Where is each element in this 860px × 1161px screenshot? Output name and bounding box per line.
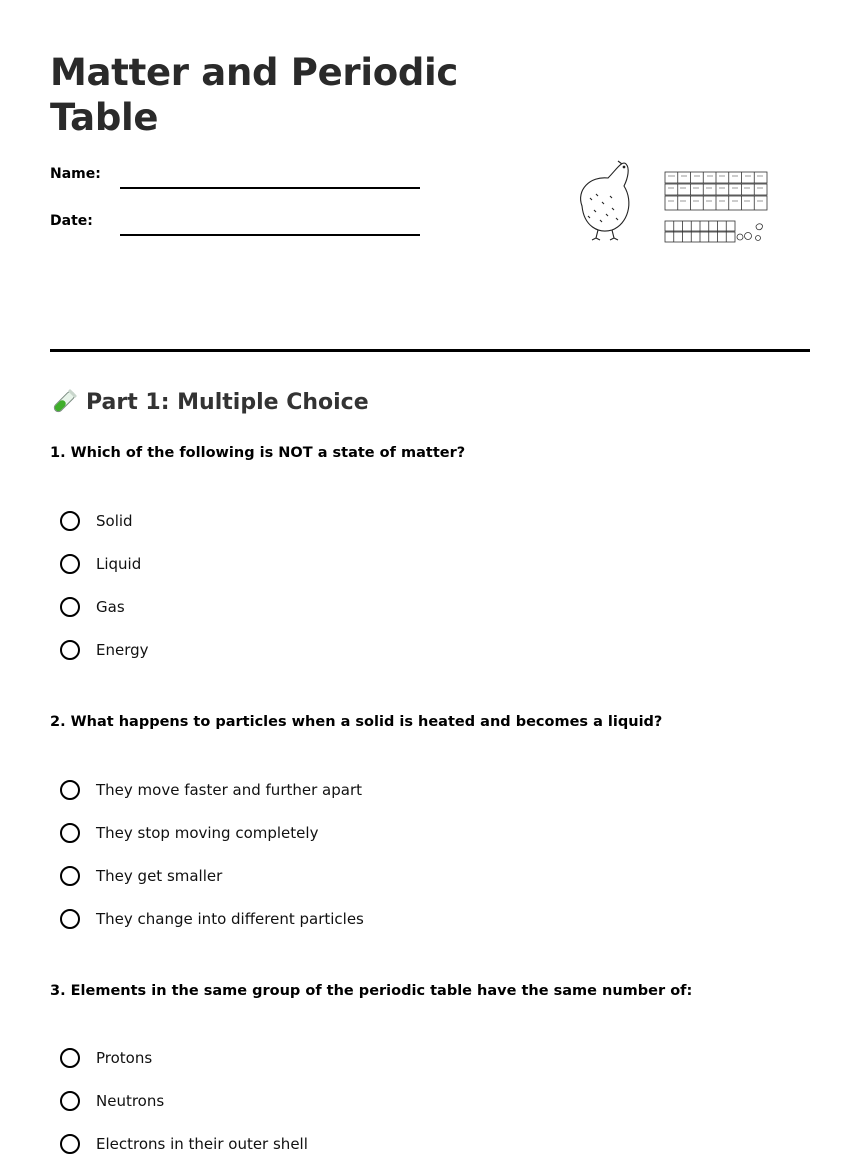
option-label: Protons (96, 1049, 153, 1067)
name-label: Name: (50, 166, 101, 182)
radio-button[interactable] (60, 1048, 80, 1068)
option-label: Energy (96, 641, 149, 659)
option-label: Neutrons (96, 1092, 165, 1110)
radio-button[interactable] (60, 554, 80, 574)
question-1: 1. Which of the following is NOT a state of matter? (50, 445, 466, 461)
section-heading (50, 388, 369, 416)
question-2: 2. What happens to particles when a solid is heated and becomes a liquid? (50, 714, 663, 730)
section-divider (50, 349, 810, 352)
name-field[interactable] (120, 187, 420, 189)
section-heading-text: Part 1: Multiple Choice (86, 389, 369, 415)
option-label: Solid (96, 512, 133, 530)
q3-option-1[interactable] (60, 1048, 152, 1068)
q1-option-energy[interactable] (60, 640, 149, 660)
periodic-table-icon (665, 172, 767, 242)
q1-option-liquid[interactable] (60, 554, 141, 574)
radio-button[interactable] (60, 640, 80, 660)
option-label: Liquid (96, 555, 142, 573)
header-illustration (572, 158, 772, 246)
test-tube-icon (50, 388, 78, 416)
question-3: 3. Elements in the same group of the periodic table have the same number of: (50, 983, 693, 999)
q3-option-3[interactable] (60, 1134, 308, 1154)
q2-option-4[interactable] (60, 909, 364, 929)
radio-button[interactable] (60, 780, 80, 800)
radio-button[interactable] (60, 597, 80, 617)
radio-button[interactable] (60, 823, 80, 843)
radio-button[interactable] (60, 1091, 80, 1111)
q2-option-3[interactable] (60, 866, 222, 886)
radio-button[interactable] (60, 909, 80, 929)
date-label: Date: (50, 213, 93, 229)
option-label: They get smaller (96, 867, 223, 885)
radio-button[interactable] (60, 1134, 80, 1154)
radio-button[interactable] (60, 511, 80, 531)
bird-icon (581, 161, 629, 240)
q2-option-1[interactable] (60, 780, 362, 800)
q2-option-2[interactable] (60, 823, 318, 843)
option-label: Electrons in their outer shell (96, 1135, 308, 1153)
date-field[interactable] (120, 234, 420, 236)
q3-option-2[interactable] (60, 1091, 164, 1111)
option-label: They move faster and further apart (96, 781, 362, 799)
page-title: Matter and Periodic Table (50, 51, 459, 139)
q1-option-gas[interactable] (60, 597, 125, 617)
radio-button[interactable] (60, 866, 80, 886)
option-label: They stop moving completely (96, 824, 319, 842)
q1-option-solid[interactable] (60, 511, 133, 531)
option-label: They change into different particles (96, 910, 364, 928)
option-label: Gas (96, 598, 125, 616)
